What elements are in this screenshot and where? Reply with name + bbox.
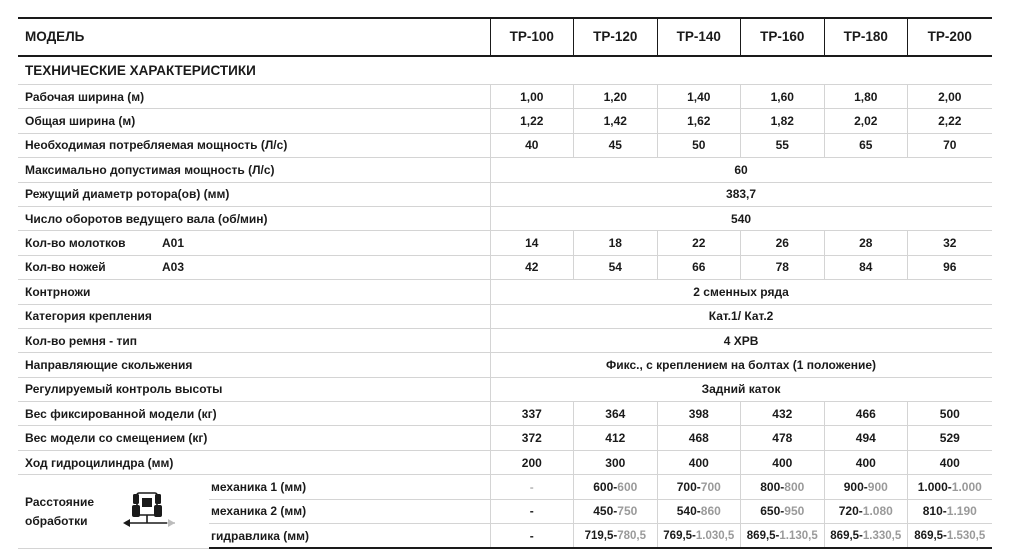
model-col-2: TP-120 <box>574 18 658 56</box>
cell: 450-750 <box>574 499 658 523</box>
cell: 14 <box>490 231 574 255</box>
table-row <box>18 85 992 109</box>
cell: 600-600 <box>574 475 658 499</box>
table-row <box>18 231 992 255</box>
cell: 364 <box>574 402 658 426</box>
row-label: Регулируемый контроль высоты <box>18 377 490 401</box>
tractor-offset-icon <box>123 489 181 531</box>
table-row <box>18 328 992 352</box>
table-row <box>18 426 992 450</box>
cell: 65 <box>824 133 908 157</box>
cell: 2,02 <box>824 109 908 133</box>
row-label: Рабочая ширина (м) <box>18 85 490 109</box>
cell: 45 <box>574 133 658 157</box>
cell: 55 <box>741 133 825 157</box>
table-row <box>18 304 992 328</box>
cell: 70 <box>908 133 992 157</box>
row-label: Число оборотов ведущего вала (об/мин) <box>18 206 490 230</box>
cell: 2,00 <box>908 85 992 109</box>
part-code: A03 <box>158 255 490 279</box>
row-label: Вес модели со смещением (кг) <box>18 426 490 450</box>
cell: 60 <box>490 158 992 182</box>
cell: 810-1.190 <box>908 499 992 523</box>
cell: 494 <box>824 426 908 450</box>
cell: 22 <box>657 231 741 255</box>
row-label: Направляющие скольжения <box>18 353 490 377</box>
row-label: Категория крепления <box>18 304 490 328</box>
table-row <box>18 402 992 426</box>
cell: 42 <box>490 255 574 279</box>
header-row <box>18 18 992 56</box>
model-col-4: TP-160 <box>741 18 825 56</box>
distance-row <box>18 475 992 499</box>
part-code: A01 <box>158 231 490 255</box>
section-row <box>18 56 992 85</box>
cell: 66 <box>657 255 741 279</box>
row-label: Общая ширина (м) <box>18 109 490 133</box>
row-label: Кол-во ремня - тип <box>18 328 490 352</box>
table-row <box>18 280 992 304</box>
mode-label: механика 2 (мм) <box>209 499 490 523</box>
cell: 700-700 <box>657 475 741 499</box>
cell: 468 <box>657 426 741 450</box>
cell: 398 <box>657 402 741 426</box>
cell: Кат.1/ Кат.2 <box>490 304 992 328</box>
cell: 478 <box>741 426 825 450</box>
cell: 900-900 <box>824 475 908 499</box>
cell: 2,22 <box>908 109 992 133</box>
table-row <box>18 133 992 157</box>
cell: 1,62 <box>657 109 741 133</box>
cell: 1,00 <box>490 85 574 109</box>
cell: 54 <box>574 255 658 279</box>
cell: 1.000-1.000 <box>908 475 992 499</box>
section-title: ТЕХНИЧЕСКИЕ ХАРАКТЕРИСТИКИ <box>18 56 992 85</box>
table-row <box>18 182 992 206</box>
table-row <box>18 255 992 279</box>
cell: 78 <box>741 255 825 279</box>
row-label: Контрножи <box>18 280 490 304</box>
cell: 1,82 <box>741 109 825 133</box>
cell: 540-860 <box>657 499 741 523</box>
row-label: Режущий диаметр ротора(ов) (мм) <box>18 182 490 206</box>
cell: 869,5-1.330,5 <box>824 524 908 549</box>
cell: 32 <box>908 231 992 255</box>
cell: 50 <box>657 133 741 157</box>
cell: 500 <box>908 402 992 426</box>
model-col-1: TP-100 <box>490 18 574 56</box>
cell: 400 <box>908 450 992 474</box>
cell: 372 <box>490 426 574 450</box>
distance-label-cell <box>18 475 209 549</box>
mode-label: механика 1 (мм) <box>209 475 490 499</box>
cell: 432 <box>741 402 825 426</box>
cell: 650-950 <box>741 499 825 523</box>
cell: 300 <box>574 450 658 474</box>
cell: 1,80 <box>824 85 908 109</box>
row-label: Кол-во молотков <box>18 231 158 255</box>
cell: 4 XPB <box>490 328 992 352</box>
cell: 769,5-1.030,5 <box>657 524 741 549</box>
distance-label-line1: Расстояние <box>25 494 95 509</box>
table-row <box>18 353 992 377</box>
cell: 1,42 <box>574 109 658 133</box>
cell: 719,5-780,5 <box>574 524 658 549</box>
cell: 84 <box>824 255 908 279</box>
row-label: Необходимая потребляемая мощность (Л/с) <box>18 133 490 157</box>
cell: 18 <box>574 231 658 255</box>
row-label: Ход гидроцилиндра (мм) <box>18 450 490 474</box>
row-label: Кол-во ножей <box>18 255 158 279</box>
table-row <box>18 450 992 474</box>
model-header: МОДЕЛЬ <box>18 18 490 56</box>
cell: 540 <box>490 206 992 230</box>
model-col-3: TP-140 <box>657 18 741 56</box>
cell: 400 <box>824 450 908 474</box>
cell: 200 <box>490 450 574 474</box>
cell: 1,22 <box>490 109 574 133</box>
cell: 1,20 <box>574 85 658 109</box>
cell: - <box>490 524 574 549</box>
cell: 400 <box>657 450 741 474</box>
table-row <box>18 158 992 182</box>
cell: 720-1.080 <box>824 499 908 523</box>
cell: 383,7 <box>490 182 992 206</box>
table-row <box>18 377 992 401</box>
mode-label: гидравлика (мм) <box>209 524 490 549</box>
cell: 26 <box>741 231 825 255</box>
cell: - <box>490 475 574 499</box>
table-row <box>18 109 992 133</box>
cell: 1,60 <box>741 85 825 109</box>
cell: 337 <box>490 402 574 426</box>
cell: 2 сменных ряда <box>490 280 992 304</box>
cell: 96 <box>908 255 992 279</box>
cell: 800-800 <box>741 475 825 499</box>
cell: - <box>490 499 574 523</box>
cell: 400 <box>741 450 825 474</box>
cell: 40 <box>490 133 574 157</box>
row-label: Вес фиксированной модели (кг) <box>18 402 490 426</box>
table-row <box>18 206 992 230</box>
model-col-6: TP-200 <box>908 18 992 56</box>
model-col-5: TP-180 <box>824 18 908 56</box>
cell: 529 <box>908 426 992 450</box>
distance-label-line2: обработки <box>25 513 88 528</box>
cell: 466 <box>824 402 908 426</box>
cell: 869,5-1.530,5 <box>908 524 992 549</box>
cell: 412 <box>574 426 658 450</box>
row-label: Максимально допустимая мощность (Л/с) <box>18 158 490 182</box>
cell: 869,5-1.130,5 <box>741 524 825 549</box>
cell: 1,40 <box>657 85 741 109</box>
cell: Фикс., с креплением на болтах (1 положение) <box>490 353 992 377</box>
cell: Задний каток <box>490 377 992 401</box>
cell: 28 <box>824 231 908 255</box>
spec-table <box>18 17 992 549</box>
